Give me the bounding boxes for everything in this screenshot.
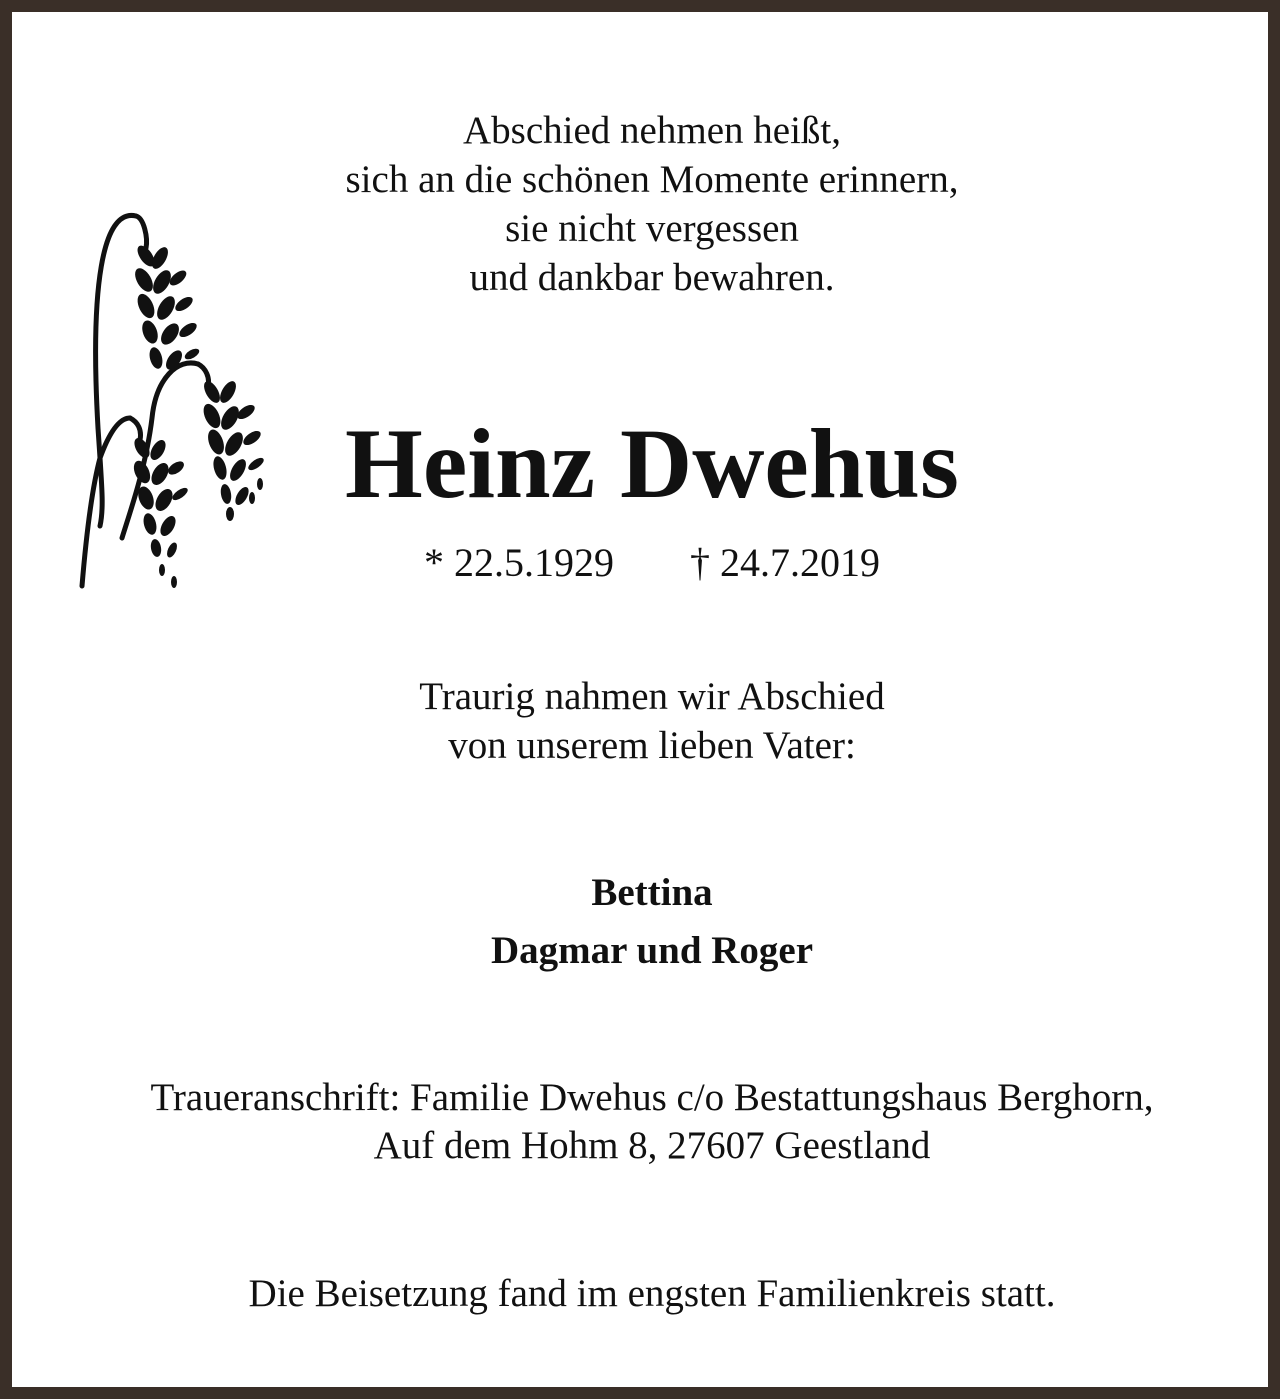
burial-note: Die Beisetzung fand im engsten Familienkreis statt.	[248, 1272, 1056, 1315]
death-date: † 24.7.2019	[690, 540, 880, 585]
deceased-name: Heinz Dwehus	[345, 408, 959, 519]
mourning-address	[12, 1074, 1280, 1170]
address-line: Traueranschrift: Familie Dwehus c/o Bestattungshaus Berghorn,	[150, 1076, 1154, 1119]
intro-line: von unserem lieben Vater:	[448, 724, 856, 767]
address-line: Auf dem Hohm 8, 27607 Geestland	[373, 1124, 931, 1167]
mourner-name: Dagmar und Roger	[490, 929, 814, 972]
birth-date: * 22.5.1929	[424, 540, 614, 585]
life-dates	[12, 538, 1280, 588]
mourner-name: Bettina	[591, 871, 713, 914]
poem-line: sich an die schönen Momente erinnern,	[345, 158, 959, 201]
intro-line: Traurig nahmen wir Abschied	[419, 675, 885, 718]
poem-line: sie nicht vergessen	[505, 207, 799, 250]
poem-line: und dankbar bewahren.	[469, 256, 835, 299]
poem-verse	[12, 106, 1280, 302]
poem-line: Abschied nehmen heißt,	[463, 109, 841, 152]
mourning-intro	[12, 672, 1280, 770]
